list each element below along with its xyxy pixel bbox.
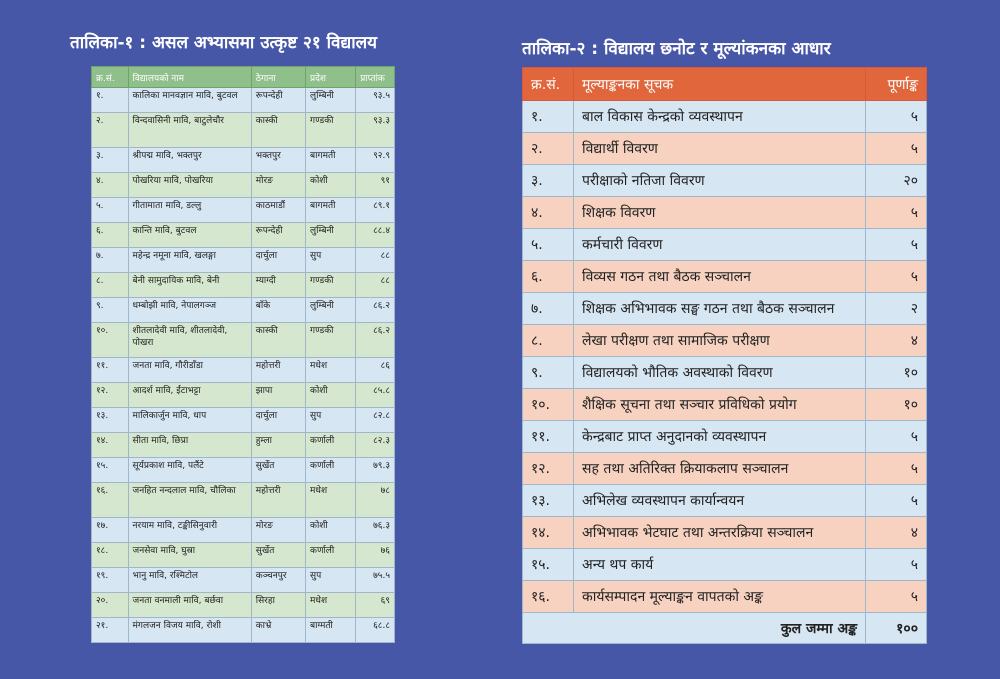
cell-full-marks: ५ [866,549,927,581]
total-label: कुल जम्मा अङ्क [523,613,866,644]
cell-indicator: विद्यालयको भौतिक अवस्थाको विवरण [574,357,866,389]
cell-score: ८९.१ [356,198,395,223]
cell-score: ९२.९ [356,148,395,173]
cell-score: ७९.३ [356,458,395,483]
table-row [523,453,927,485]
cell-indicator: शैक्षिक सूचना तथा सञ्चार प्रविधिको प्रयोग [574,389,866,421]
cell-score: ८६.२ [356,298,395,323]
cell-indicator: विव्यस गठन तथा बैठक सञ्चालन [574,261,866,293]
cell-province: गण्डकी [306,323,356,358]
cell-address: कास्की [251,113,305,148]
table-row [523,229,927,261]
table-row [523,517,927,549]
cell-province: बागमती [306,198,356,223]
cell-province: कर्णाली [306,433,356,458]
cell-full-marks: २० [866,165,927,197]
cell-score: ८५.८ [356,383,395,408]
cell-score: ७६ [356,543,395,568]
cell-serial: ४. [92,173,129,198]
cell-province: कोशी [306,383,356,408]
table-row [92,593,395,618]
cell-serial: १६. [523,581,574,613]
cell-indicator: कर्मचारी विवरण [574,229,866,261]
cell-score: ८८ [356,273,395,298]
cell-address: बाँके [251,298,305,323]
table-row [92,483,395,518]
cell-full-marks: ५ [866,261,927,293]
table-row [92,148,395,173]
table-row [92,198,395,223]
cell-address: महोत्तरी [251,483,305,518]
table-row [523,325,927,357]
total-value: १०० [866,613,927,644]
cell-school-name: शीतलादेवी मावि, शीतलादेवी, पोखरा [128,323,251,358]
cell-serial: ५. [523,229,574,261]
cell-school-name: जनता वनमाली मावि, बर्छवा [128,593,251,618]
cell-serial: २१. [92,618,129,643]
table-row [523,421,927,453]
cell-indicator: परीक्षाको नतिजा विवरण [574,165,866,197]
cell-school-name: पोखरिया मावि, पोखरिया [128,173,251,198]
table-row [523,357,927,389]
cell-province: गण्डकी [306,273,356,298]
cell-school-name: जनसेवा मावि, घुस्रा [128,543,251,568]
table-row [523,293,927,325]
table-row [523,389,927,421]
cell-indicator: विद्यार्थी विवरण [574,133,866,165]
cell-score: ६८.८ [356,618,395,643]
cell-address: काभ्रे [251,618,305,643]
col-school-name: विद्यालयको नाम [128,67,251,88]
table-row [92,248,395,273]
cell-address: काठमाडौं [251,198,305,223]
cell-province: लुम्बिनी [306,88,356,113]
cell-address: मोरङ [251,518,305,543]
schools-table [91,66,395,643]
table-row [92,518,395,543]
cell-score: ८८ [356,248,395,273]
table-row [92,88,395,113]
cell-full-marks: १० [866,389,927,421]
cell-province: गण्डकी [306,113,356,148]
table-row [92,383,395,408]
cell-score: ९३.३ [356,113,395,148]
cell-serial: १२. [523,453,574,485]
table-row [523,165,927,197]
cell-address: सिरहा [251,593,305,618]
cell-serial: ९. [92,298,129,323]
table-row [92,358,395,383]
cell-province: कर्णाली [306,543,356,568]
cell-indicator: सह तथा अतिरिक्त क्रियाकलाप सञ्चालन [574,453,866,485]
table-row [92,433,395,458]
cell-address: मोरङ [251,173,305,198]
cell-score: ७५.५ [356,568,395,593]
cell-address: भक्तपुर [251,148,305,173]
cell-school-name: सूर्यप्रकाश मावि, पलैंटे [128,458,251,483]
cell-serial: ८. [92,273,129,298]
cell-score: ७८ [356,483,395,518]
cell-serial: २. [523,133,574,165]
cell-school-name: श्रीपद्म मावि, भक्तपुर [128,148,251,173]
cell-serial: १७. [92,518,129,543]
cell-province: कोशी [306,173,356,198]
cell-school-name: महेन्द्र नमूना मावि, खलङ्गा [128,248,251,273]
cell-serial: ९. [523,357,574,389]
cell-indicator: अन्य थप कार्य [574,549,866,581]
cell-province: मधेश [306,593,356,618]
cell-serial: १५. [92,458,129,483]
cell-address: म्याग्दी [251,273,305,298]
table-row [92,273,395,298]
cell-province: सुप [306,408,356,433]
cell-indicator: बाल विकास केन्द्रको व्यवस्थापन [574,101,866,133]
cell-school-name: विन्दवासिनी मावि, बाटुलेचौर [128,113,251,148]
cell-province: कोशी [306,518,356,543]
cell-school-name: धम्बोझी मावि, नेपालगञ्ज [128,298,251,323]
cell-province: कर्णाली [306,458,356,483]
cell-address: कास्की [251,323,305,358]
cell-full-marks: ५ [866,101,927,133]
cell-serial: ७. [523,293,574,325]
cell-indicator: शिक्षक अभिभावक सङ्घ गठन तथा बैठक सञ्चालन [574,293,866,325]
cell-full-marks: २ [866,293,927,325]
cell-province: सुप [306,568,356,593]
cell-serial: १८. [92,543,129,568]
table-row [92,298,395,323]
cell-serial: १५. [523,549,574,581]
cell-serial: ५. [92,198,129,223]
table-row [92,408,395,433]
cell-serial: २. [92,113,129,148]
col-score: प्राप्तांक [356,67,395,88]
cell-province: लुम्बिनी [306,298,356,323]
cell-full-marks: ५ [866,421,927,453]
cell-serial: १. [92,88,129,113]
cell-school-name: बेनी सामुदायिक मावि, बेनी [128,273,251,298]
cell-serial: १३. [523,485,574,517]
cell-serial: ११. [92,358,129,383]
cell-address: झापा [251,383,305,408]
cell-indicator: कार्यसम्पादन मूल्याङ्कन वापतको अङ्क [574,581,866,613]
cell-school-name: जनहित नन्दलाल मावि, चौलिका [128,483,251,518]
cell-address: कञ्चनपुर [251,568,305,593]
cell-serial: ६. [523,261,574,293]
col-full-marks: पूर्णाङ्क [866,68,927,101]
criteria-table [522,67,927,644]
cell-score: ८६ [356,358,395,383]
col-serial: क्र.सं. [92,67,129,88]
table-row [92,458,395,483]
cell-school-name: भानु मावि, रश्मिटोल [128,568,251,593]
cell-serial: २०. [92,593,129,618]
col-serial: क्र.सं. [523,68,574,101]
cell-serial: १३. [92,408,129,433]
cell-serial: ३. [92,148,129,173]
table-row [523,581,927,613]
cell-serial: १. [523,101,574,133]
cell-full-marks: ५ [866,229,927,261]
cell-province: मधेश [306,358,356,383]
cell-score: ९३.५ [356,88,395,113]
cell-province: बागमती [306,148,356,173]
cell-address: महोत्तरी [251,358,305,383]
col-address: ठेगाना [251,67,305,88]
cell-full-marks: ५ [866,581,927,613]
cell-province: मधेश [306,483,356,518]
cell-full-marks: ४ [866,517,927,549]
cell-address: रूपन्देही [251,88,305,113]
table-row [523,261,927,293]
table-row [523,101,927,133]
table-row [92,173,395,198]
cell-serial: ८. [523,325,574,357]
cell-serial: १६. [92,483,129,518]
cell-indicator: अभिलेख व्यवस्थापन कार्यान्वयन [574,485,866,517]
cell-school-name: गीतामाता मावि, डल्लु [128,198,251,223]
cell-indicator: केन्द्रबाट प्राप्त अनुदानको व्यवस्थापन [574,421,866,453]
table-row [523,133,927,165]
table-row [92,113,395,148]
table-row [523,485,927,517]
cell-score: ८२.३ [356,433,395,458]
cell-serial: १०. [523,389,574,421]
cell-school-name: सीता मावि, छिप्रा [128,433,251,458]
cell-full-marks: ४ [866,325,927,357]
table2-title: तालिका-२ : विद्यालय छनोट र मूल्यांकनका आधार [522,39,831,59]
cell-score: ८८.४ [356,223,395,248]
cell-score: ८२.८ [356,408,395,433]
cell-school-name: नरयाम मावि, टङ्कीसिनुवारी [128,518,251,543]
cell-province: लुम्बिनी [306,223,356,248]
cell-serial: १०. [92,323,129,358]
cell-school-name: मालिकार्जुन मावि, धाप [128,408,251,433]
cell-serial: ६. [92,223,129,248]
cell-serial: ११. [523,421,574,453]
table-row [92,323,395,358]
cell-indicator: अभिभावक भेटघाट तथा अन्तरक्रिया सञ्चालन [574,517,866,549]
table1-title: तालिका-१ : असल अभ्यासमा उत्कृष्ट २१ विद्यालय [70,33,377,53]
cell-address: सुर्खेत [251,543,305,568]
cell-score: ७६.३ [356,518,395,543]
table-row [92,223,395,248]
cell-school-name: कालिका मानवज्ञान मावि, बुटवल [128,88,251,113]
cell-serial: १२. [92,383,129,408]
total-row [523,613,927,644]
cell-score: ८६.२ [356,323,395,358]
cell-school-name: मंगलजन विजय मावि, रोशी [128,618,251,643]
cell-serial: ३. [523,165,574,197]
table-row [523,549,927,581]
cell-serial: ७. [92,248,129,273]
cell-indicator: लेखा परीक्षण तथा सामाजिक परीक्षण [574,325,866,357]
cell-score: ९१ [356,173,395,198]
cell-full-marks: ५ [866,133,927,165]
cell-serial: ४. [523,197,574,229]
cell-full-marks: १० [866,357,927,389]
cell-address: दार्चुला [251,408,305,433]
cell-address: सुर्खेत [251,458,305,483]
cell-address: दार्चुला [251,248,305,273]
cell-full-marks: ५ [866,197,927,229]
cell-serial: १४. [92,433,129,458]
col-indicator: मूल्याङ्कनका सूचक [574,68,866,101]
table-row [92,568,395,593]
cell-full-marks: ५ [866,485,927,517]
cell-school-name: कान्ति मावि, बुटवल [128,223,251,248]
table-header-row [92,67,395,88]
cell-province: बाग्मती [306,618,356,643]
cell-indicator: शिक्षक विवरण [574,197,866,229]
table-header-row [523,68,927,101]
cell-score: ६९ [356,593,395,618]
cell-full-marks: ५ [866,453,927,485]
table-row [92,543,395,568]
table-row [92,618,395,643]
cell-province: सुप [306,248,356,273]
cell-address: रूपन्देही [251,223,305,248]
cell-serial: १४. [523,517,574,549]
table-row [523,197,927,229]
cell-school-name: आदर्श मावि, ईंटाभट्टा [128,383,251,408]
cell-address: हुम्ला [251,433,305,458]
cell-serial: १९. [92,568,129,593]
col-province: प्रदेश [306,67,356,88]
cell-school-name: जनता मावि, गौरीडाँडा [128,358,251,383]
